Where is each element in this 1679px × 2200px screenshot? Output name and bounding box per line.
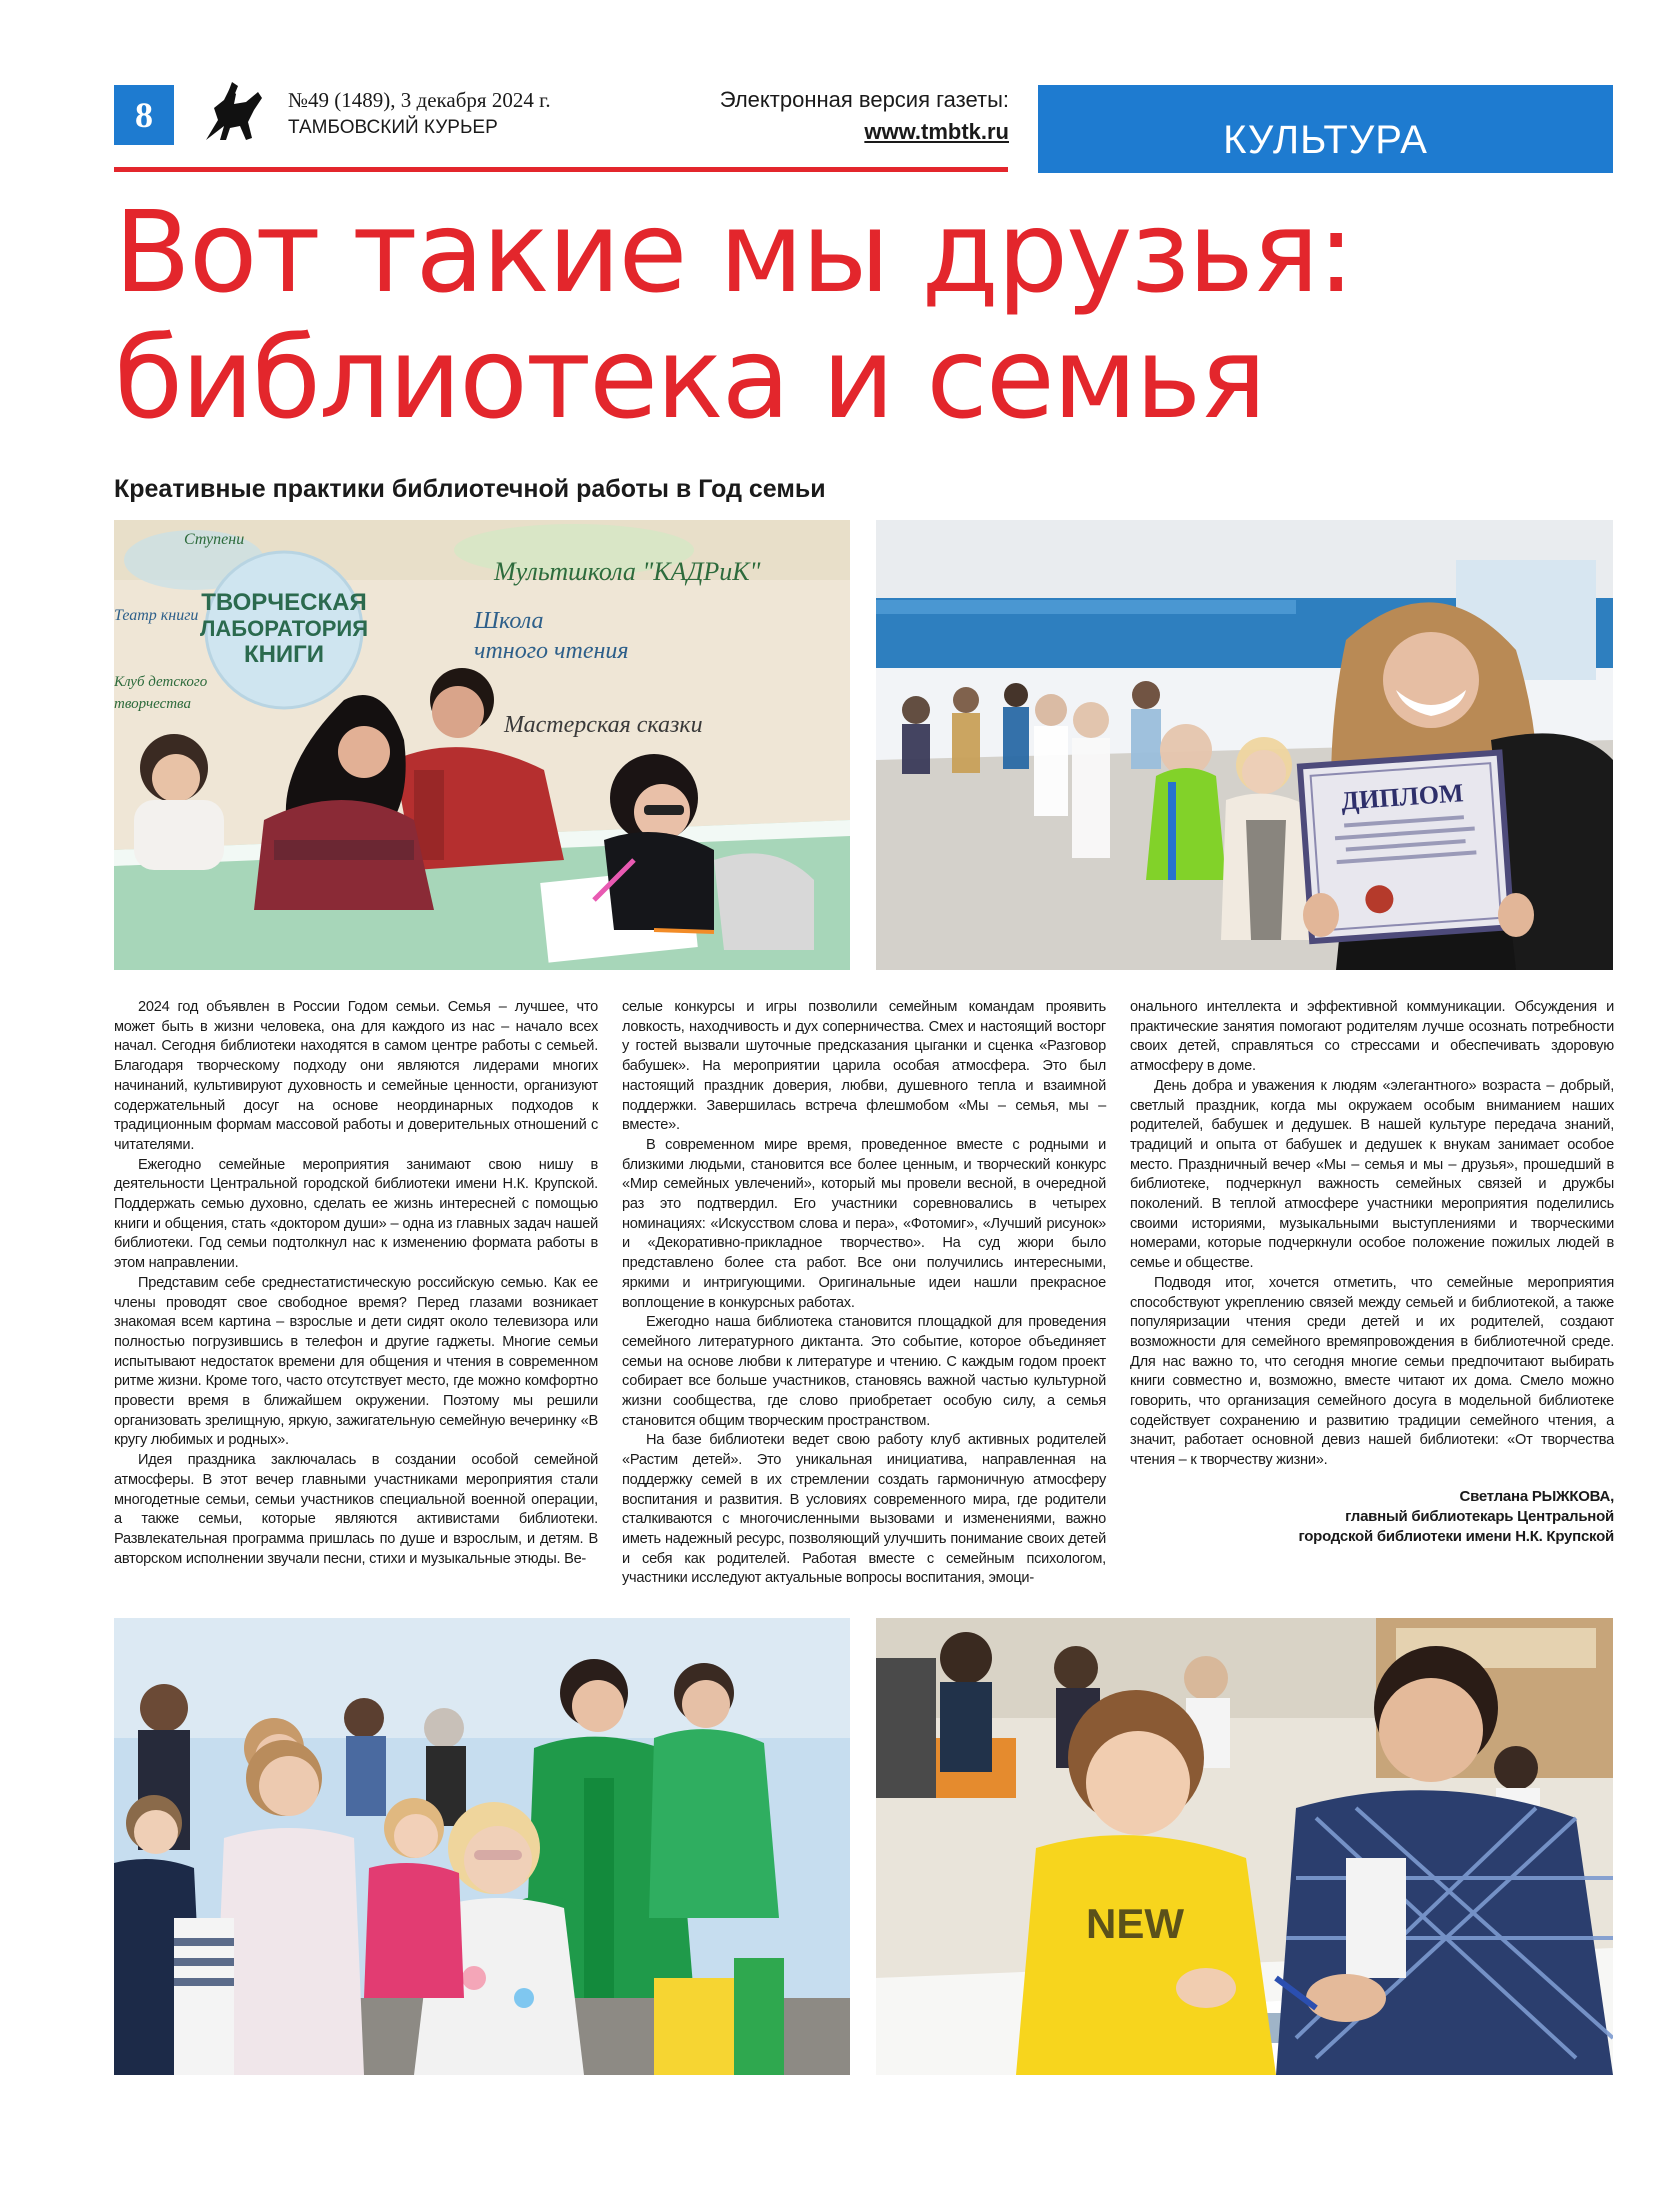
paragraph: онального интеллекта и эффективной коммуникации. Обсуждения и практические занятия помогают родителям лучше осознать потребности своих детей, справляться со стрессами и обеспечивать здоровую атмосферу в доме. (1130, 999, 1614, 1075)
section-title: КУЛЬТУРА (1038, 85, 1613, 173)
svg-text:NEW: NEW (1086, 1900, 1184, 1947)
eversion-label: Электронная версия газеты: (719, 87, 1009, 112)
wall-text-school: Школа (474, 608, 544, 634)
wall-text-books: КНИГИ (243, 641, 325, 668)
paragraph: Ежегодно наша библиотека становится площадкой для проведения семейного литературного диктанта. Это событие, которое объединяет семьи на основе любви к литературе и чтению. С каждым годом проект собирает все больше участников, становясь важной частью культурной жизни сообщества, где слово приобретает особую силу, а семья становится общим творческим пространством. (622, 1314, 1106, 1429)
paragraph: Представим себе среднестатистическую российскую семью. Как ее члены проводят свое свободное время? Перед глазами возникает знакомая всем картина – взрослые и дети сидят около телевизора или полностью погрузившись в телефон и другие гаджеты. Многие семьи испытывают недостаток времени для общения и чтения в современном ритме жизни. Кроме того, часто отсутствует место, где можно комфортно провести время в ближайшем окружении. Поэтому мы решили организовать зрелищную, яркую, зажигательную семейную вечеринку «В кругу любимых и родных». (114, 1274, 598, 1449)
article-column-3 (1130, 998, 1614, 1547)
article-subhead: Креативные практики библиотечной работы в Год семьи (114, 475, 826, 503)
author-signature (1130, 1487, 1614, 1547)
paragraph: День добра и уважения к людям «элегантного» возраста – добрый, светлый праздник, когда мы окружаем особым вниманием наших родителей, бабушек и дедушек. В нашей культуре передача знаний, традиций и опыта от бабушек и дедушек к внукам занимает особое место. Праздничный вечер «Мы – семья и мы – друзья», прошедший в библиотеке, подчеркнул важность семейных связей и дружбы поколений. В теплой атмосфере участники мероприятия поделились своими историями, музыкальными выступлениями и творческими номерами, которые подчеркнули особое положение пожилых людей в семье и обществе. (1130, 1077, 1614, 1272)
photo-audience-clapping (114, 1618, 850, 2075)
paragraph: 2024 год объявлен в России Годом семьи. Семья – лучшее, что может быть в жизни человека, она для каждого из нас – начало всех начал. Сегодня библиотеки находятся в самом центре работы с семьей. Благодаря творческому подходу они являются лидерами многих начинаний, культивируют духовность и семейные ценности, организуют содержательный досуг на основе неординарных подходов к традиционным формам массовой работы и доверительных отношений с читателями. (114, 999, 598, 1153)
paragraph: Идея праздника заключалась в создании особой семейной атмосферы. В этот вечер главными участниками мероприятия стали многодетные семьи, семьи участников специальной военной операции, а также семьи, которые являются активистами библиотеки. Развлекательная программа пришлась по душе и взрослым, и детям. В авторском исполнении звучали песни, стихи и музыкальные этюды. Ве- (114, 1452, 598, 1567)
paragraph: селые конкурсы и игры позволили семейным командам проявить ловкость, находчивость и дух соперничества. Смех и настоящий восторг у гостей вызвали шуточные предсказания цыганки и сценка «Разговор бабушек». На мероприятии царила особая атмосфера. Это был настоящий праздник доверия, любви, душевного тепла и взаимной поддержки. Завершилась встреча флешмобом «Мы – семья, мы – вместе». (622, 999, 1106, 1134)
author-organization: городской библиотеки имени Н.К. Крупской (1298, 1527, 1614, 1545)
page-number: 8 (114, 85, 174, 145)
issue-info (288, 86, 551, 142)
article-column-2 (622, 998, 1106, 1589)
wall-text-reading: чтного чтения (474, 638, 629, 664)
wall-text-steps: Ступени (184, 531, 245, 548)
issue-number-date: №49 (1489), 3 декабря 2024 г. (288, 88, 551, 112)
article-headline (114, 190, 1614, 442)
header-divider (114, 167, 1008, 172)
wall-text-fairytale: Мастерская сказки (504, 712, 703, 738)
newspaper-name: ТАМБОВСКИЙ КУРЬЕР (288, 117, 498, 138)
article-column-1 (114, 998, 598, 1569)
photo-family-drawing (114, 520, 850, 970)
paragraph: Подводя итог, хочется отметить, что семейные мероприятия способствуют укреплению связей между семьей и библиотекой, а также популяризации чтения среди детей и их родителей, создают возможности для семейного времяпровождения в библиотечной среде. Для нас важно то, что сегодня многие семьи предпочитают выбирать книги совместно и, возможно, вместе читают их дома. Смело можно говорить, что организация семейного досуга в модельной библиотеке содействует сохранению и развитию традиции семейного чтения, а значит, работает основной девиз нашей библиотеки: «От творчества чтения – к творчеству жизни». (1130, 1274, 1614, 1469)
wall-text-laboratory: ЛАБОРАТОРИЯ (199, 616, 369, 641)
photo-father-son-dictation (876, 1618, 1613, 2075)
wall-text-cartoon-school: Мультшкола "КАДРиК" (494, 557, 761, 586)
wall-text-club: Клуб детского (114, 674, 208, 690)
wall-text-creative: ТВОРЧЕСКАЯ (201, 589, 367, 616)
headline-line-2: библиотека и семья (114, 314, 1265, 444)
horse-rider-logo (196, 78, 272, 150)
wall-text-creativity: творчества (114, 696, 191, 712)
paragraph: На базе библиотеки ведет свою работу клуб активных родителей «Растим детей». Это уникальная инициатива, направленная на поддержку семей в их стремлении создать гармоничную атмосферу воспитания и развития. В условиях современного мира, где родители сталкиваются с многочисленными вызовами и изменениями, важно иметь надежный ресурс, позволяющий улучшить понимание своих детей и себя как родителей. Работая вместе с семейным психологом, участники исследуют актуальные вопросы воспитания, эмоци- (622, 1432, 1106, 1587)
author-role: главный библиотекарь Центральной (1345, 1507, 1614, 1525)
paragraph: Ежегодно семейные мероприятия занимают свою нишу в деятельности Центральной городской библиотеки имени Н.К. Крупской. Поддержать семью духовно, сделать ее жизнь интересней с помощью книги и общения, стать «доктором души» – одна из главных задач нашей библиотеки. Год семьи подтолкнул нас к изменению формата работы в этом направлении. (114, 1156, 598, 1272)
paragraph: В современном мире время, проведенное вместе с родными и близкими людьми, становится все более ценным, и творческий конкурс «Мир семейных увлечений», который мы провели весной, в очередной раз это подтвердил. Его участники соревновались в четырех номинациях: «Искусством слова и пера», «Фотомиг», «Лучший рисунок» и «Декоративно-прикладное творчество». На суд жюри было представлено более ста работ. Все они получились интересными, яркими и интригующими. Оригинальные идеи нашли прекрасное воплощение в конкурсных работах. (622, 1136, 1106, 1311)
eversion-link[interactable]: www.tmbtk.ru (864, 119, 1009, 144)
wall-text-theatre: Театр книги (114, 607, 199, 624)
diploma-title: ДИПЛОМ (1340, 778, 1465, 816)
headline-line-1: Вот такие мы друзья: (114, 188, 1354, 318)
author-name: Светлана РЫЖКОВА, (1459, 1487, 1614, 1505)
photo-diploma-award (876, 520, 1613, 970)
electronic-version (720, 84, 1009, 148)
